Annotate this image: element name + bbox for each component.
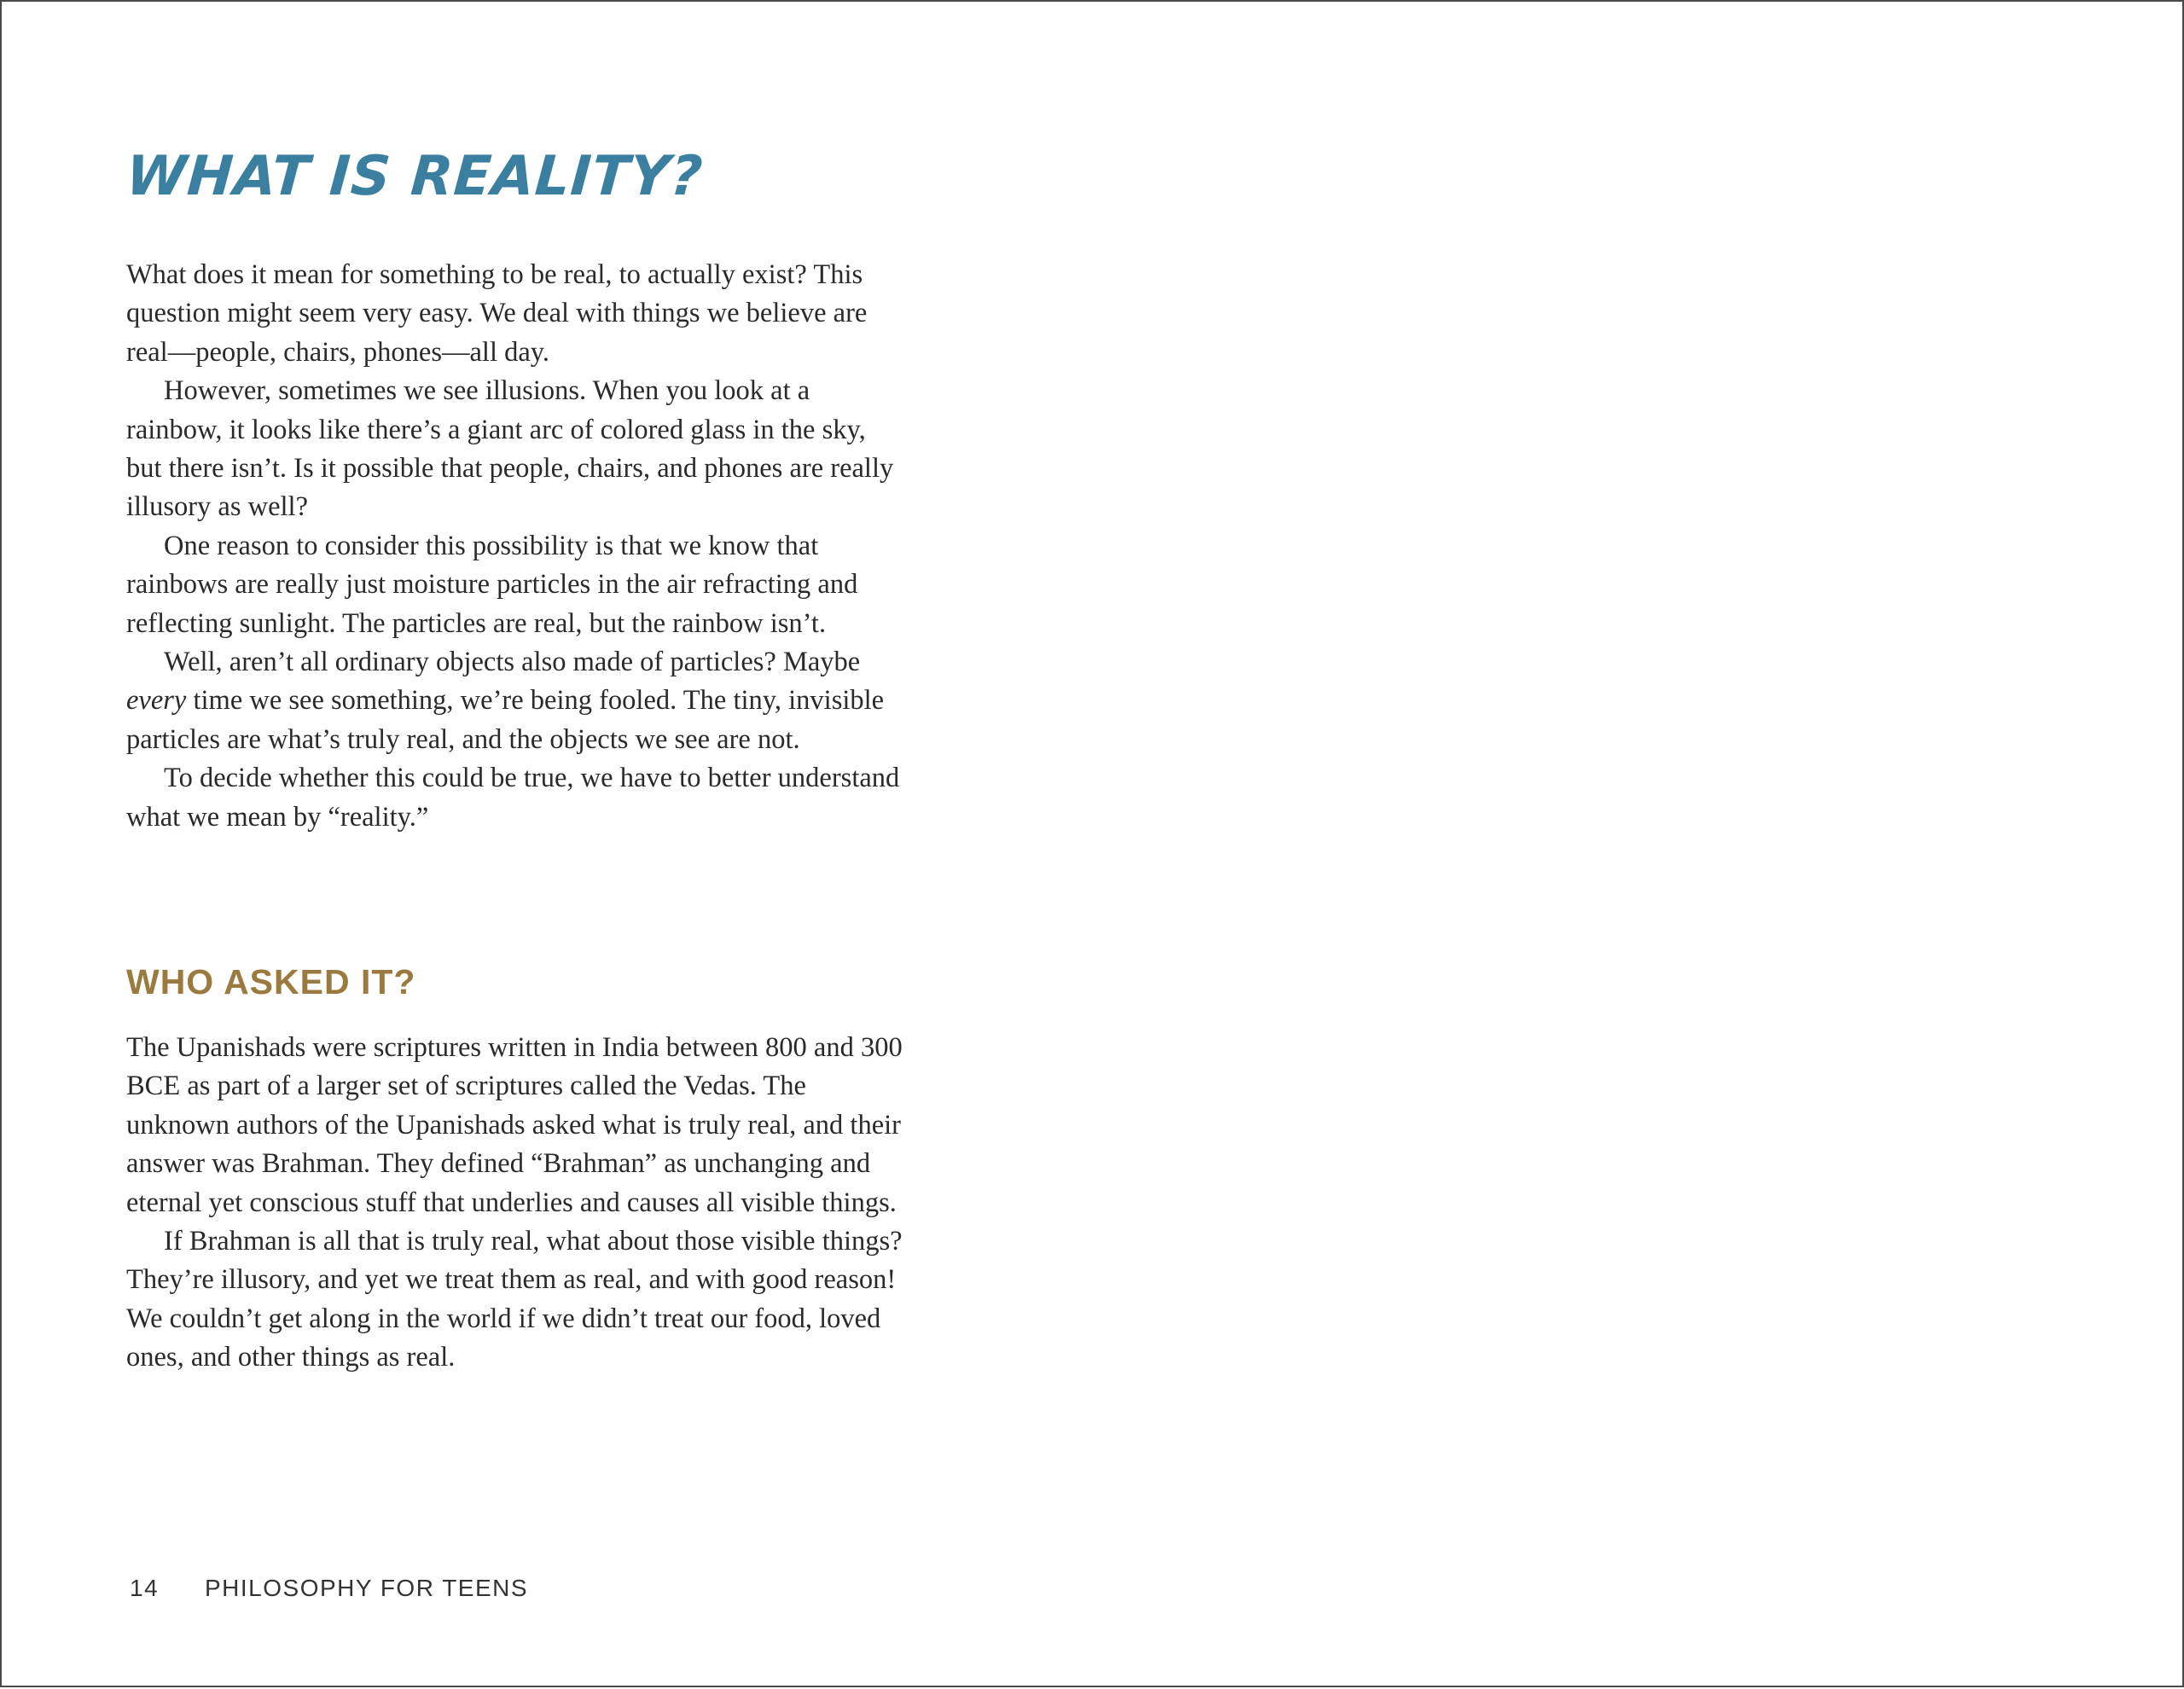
intro-paragraph-3: One reason to consider this possibility is that we know that rainbows are really just moisture particles in the air refracting and reflecting sunlight. The particles are real, but the rainbow isn’t. <box>126 530 858 639</box>
intro-paragraph-5: To decide whether this could be true, we have to better understand what we mean by “reality.” <box>126 763 900 833</box>
intro-p4-end: time we see something, we’re being fooled. The tiny, invisible particles are what’s truly real, and the objects we see are not. <box>126 685 885 755</box>
left-page-number: 14 <box>130 1575 160 1601</box>
who-asked-paragraph-1: The Upanishads were scriptures written in India between 800 and 300 BCE as part of a larger set of scriptures called the Vedas. The unknown authors of the Upanishads asked what is truly real, and their answer was Brahman. They defined “Brahman” as unchanging and eternal yet conscious stuff that underlies and causes all visible things. <box>126 1032 903 1218</box>
emphasis-every: every <box>126 685 187 717</box>
who-asked-heading: WHO ASKED IT? <box>126 962 416 1001</box>
intro-p4-start: Well, aren’t all ordinary objects also made of particles? Maybe <box>164 647 861 678</box>
intro-paragraph-1: What does it mean for something to be real, to actually exist? This question might seem very easy. We deal with things we believe are real—people, chairs, phones—all day. <box>126 259 868 368</box>
intro-paragraph-2: However, sometimes we see illusions. When you look at a rainbow, it looks like there’s a giant arc of colored glass in the sky, but there isn’t. Is it possible that people, chairs, and phones are really illusory as well? <box>126 375 894 523</box>
intro-text <box>126 256 903 837</box>
left-running-head: PHILOSOPHY FOR TEENS <box>205 1575 529 1601</box>
right-page <box>1094 2 2184 1689</box>
page-title: WHAT IS REALITY? <box>124 145 706 208</box>
left-page <box>2 2 1094 1689</box>
who-asked-paragraph-2: If Brahman is all that is truly real, what about those visible things? They’re illusory, and yet we treat them as real, and with good reason! We couldn’t get along in the world if we didn’t treat our food, loved ones, and other things as real. <box>126 1226 903 1373</box>
intro-paragraph-4 <box>126 643 903 759</box>
who-asked-text <box>126 1029 903 1378</box>
